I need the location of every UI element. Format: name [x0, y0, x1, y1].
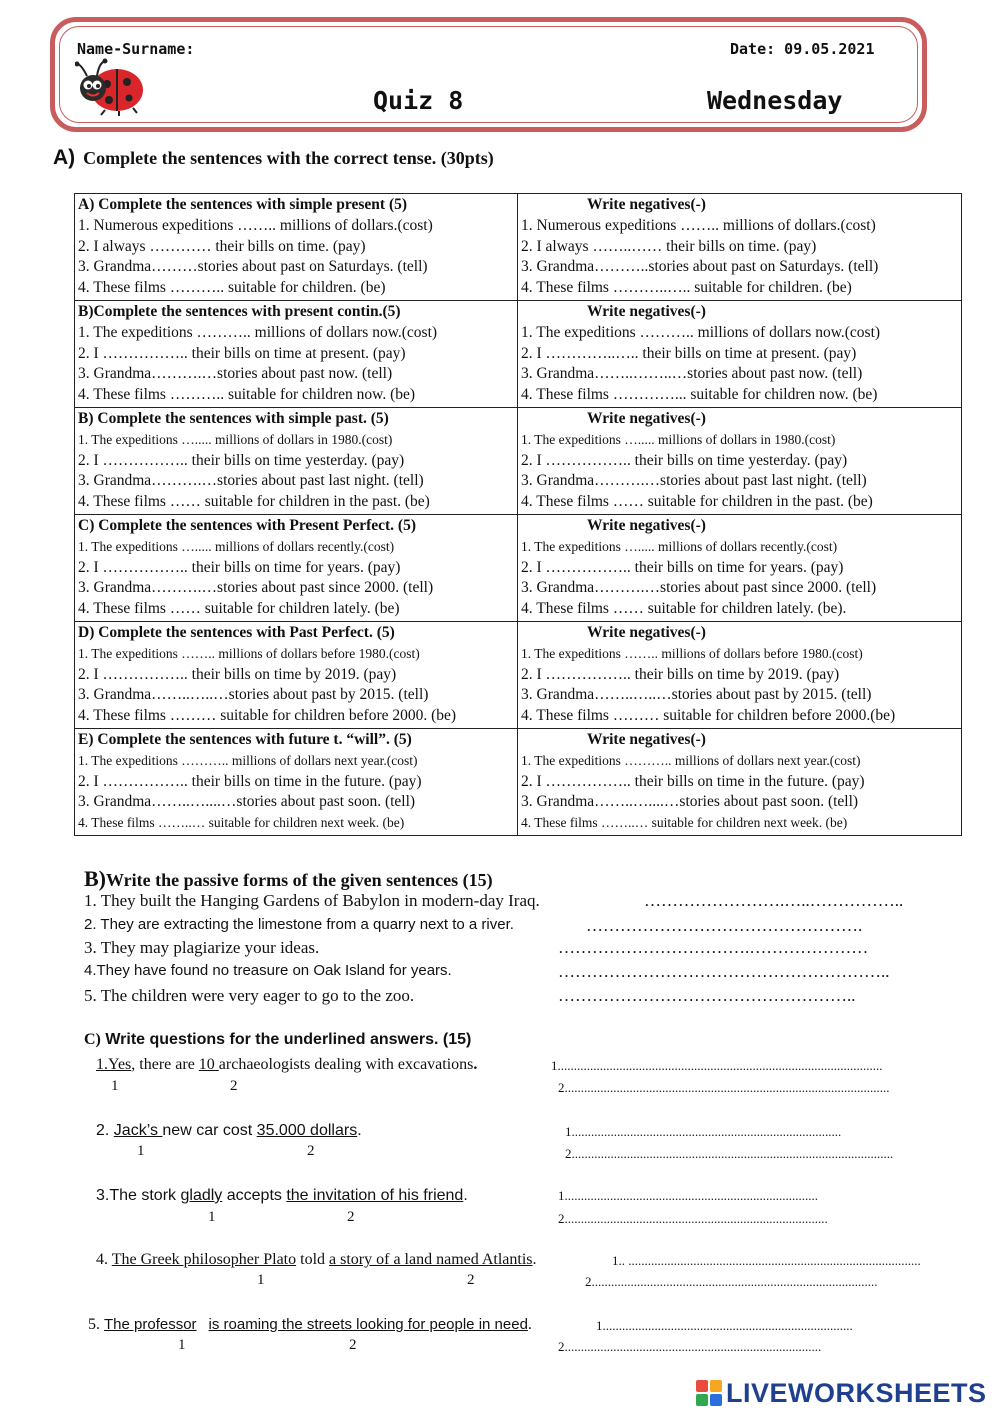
question-5-answer-2[interactable]: 2............................................................................... — [558, 1339, 822, 1354]
quiz-day: Wednesday — [707, 86, 843, 115]
block-title: B)Complete the sentences with present contin.(5) — [78, 302, 401, 320]
question-4-period: . — [532, 1251, 537, 1268]
fill-in-sentence[interactable]: 2. I …………….. their bills on time at present. (pay) — [78, 344, 406, 362]
question-1-period: . — [473, 1056, 478, 1073]
question-3-underline-1: gladly — [180, 1187, 223, 1204]
passive-sentence-3: 3. They may plagiarize your ideas. — [84, 938, 320, 957]
question-2-answer-2[interactable]: 2................................................................................................... — [565, 1146, 894, 1161]
fill-in-sentence[interactable]: 2. I …………….. their bills on time in the future. (pay) — [521, 772, 865, 790]
fill-in-sentence[interactable]: 4. These films ……… suitable for children before 2000. (be) — [78, 707, 457, 725]
passive-sentence-2: 2. They are extracting the limestone from a quarry next to a river. — [84, 916, 514, 933]
fill-in-sentence[interactable]: 3. Grandma……..…....…stories about past soon. (tell) — [521, 793, 859, 811]
question-1-marker-2: 2 — [230, 1078, 238, 1094]
affirmative-cell — [75, 514, 518, 621]
section-c-title: Write questions for the underlined answers. (15) — [105, 1031, 472, 1048]
fill-in-sentence[interactable]: 1. The expeditions …..... millions of dollars recently.(cost) — [78, 538, 395, 554]
question-2-underline-1: Jack’s — [113, 1122, 163, 1139]
negatives-title: Write negatives(-) — [587, 623, 706, 641]
question-4-answer-1[interactable]: 1.. .......................................................................................... — [612, 1253, 921, 1268]
question-2-sentence — [96, 1122, 362, 1140]
tense-block-row — [75, 407, 962, 514]
fill-in-sentence[interactable]: 4. These films …………... suitable for children now. (be) — [521, 386, 878, 404]
question-5-underline-2: is roaming the streets looking for people in need — [208, 1316, 528, 1333]
fill-in-sentence[interactable]: 1. The expeditions ……….. millions of dollars now.(cost) — [78, 323, 438, 341]
question-5-marker-1: 1 — [178, 1337, 186, 1353]
fill-in-sentence[interactable]: 4. These films ……..… suitable for children next week. (be) — [521, 815, 848, 831]
tense-block-row — [75, 514, 962, 621]
fill-in-sentence[interactable]: 4. These films ……..… suitable for children next week. (be) — [78, 815, 405, 831]
question-2-period: . — [357, 1122, 362, 1139]
fill-in-sentence[interactable]: 1. The expeditions ……….. millions of dollars now.(cost) — [521, 323, 881, 341]
question-1-marker-1: 1 — [111, 1078, 119, 1094]
tense-block-row — [75, 728, 962, 835]
name-surname-label: Name-Surname: — [77, 40, 195, 58]
fill-in-sentence[interactable]: 3. Grandma……….…stories about past last night. (tell) — [78, 472, 424, 490]
fill-in-sentence[interactable]: 2. I …………….. their bills on time by 2019. (pay) — [521, 665, 840, 683]
question-2-underline-2: 35.000 dollars — [256, 1122, 358, 1139]
negative-cell — [518, 514, 962, 621]
fill-in-sentence[interactable]: 4. These films ……… suitable for children before 2000.(be) — [521, 707, 896, 725]
fill-in-sentence[interactable]: 1. The expeditions ……….. millions of dollars next year.(cost) — [78, 752, 418, 768]
question-1-text-2: archaeologists dealing with excavations — [218, 1056, 474, 1073]
fill-in-sentence[interactable]: 3. Grandma………..stories about past on Saturdays. (tell) — [521, 258, 879, 276]
question-4-sentence — [96, 1251, 537, 1269]
passive-answer-2[interactable]: …………………………………………. — [586, 916, 863, 935]
question-5-sentence — [88, 1316, 532, 1334]
question-3-text-1: accepts — [222, 1187, 287, 1204]
section-b-title: Write the passive forms of the given sentences (15) — [106, 870, 493, 890]
question-4-underline-1: The Greek philosopher Plato — [111, 1251, 297, 1268]
quiz-title: Quiz 8 — [373, 86, 464, 115]
fill-in-sentence[interactable]: 4. These films ……….. suitable for children now. (be) — [78, 386, 416, 404]
affirmative-cell — [75, 621, 518, 728]
fill-in-sentence[interactable]: 1. Numerous expeditions …….. millions of dollars.(cost) — [78, 216, 433, 234]
section-c-heading — [84, 1031, 471, 1049]
negatives-title: Write negatives(-) — [587, 730, 706, 748]
fill-in-sentence[interactable]: 2. I …………….. their bills on time yesterday. (pay) — [521, 451, 848, 469]
fill-in-sentence[interactable]: 4. These films …… suitable for children lately. (be). — [521, 600, 847, 618]
question-5-period: . — [527, 1316, 532, 1333]
question-1-underline-2: 10 — [198, 1056, 219, 1073]
fill-in-sentence[interactable]: 4. These films …… suitable for children in the past. (be) — [521, 493, 873, 511]
fill-in-sentence[interactable]: 2. I …………….. their bills on time yesterday. (pay) — [78, 451, 405, 469]
question-3-underline-2: the invitation of his friend — [286, 1187, 464, 1204]
ladybug-icon — [75, 58, 147, 116]
block-title: A) Complete the sentences with simple present (5) — [78, 196, 408, 213]
question-1-answer-2[interactable]: 2.................................................................................................... — [558, 1080, 890, 1095]
section-c-letter: C) — [84, 1031, 101, 1048]
affirmative-cell — [75, 300, 518, 407]
question-3-marker-1: 1 — [208, 1209, 216, 1225]
question-4-answer-2[interactable]: 2........................................................................................ — [585, 1274, 878, 1289]
liveworksheets-brand[interactable] — [696, 1378, 987, 1408]
fill-in-sentence[interactable]: 1. The expeditions …….. millions of dollars before 1980.(cost) — [78, 645, 420, 661]
fill-in-sentence[interactable]: 2. I …………….. their bills on time for years. (pay) — [521, 558, 844, 576]
fill-in-sentence[interactable]: 3. Grandma……….…stories about past since 2000. (tell) — [78, 579, 434, 597]
fill-in-sentence[interactable]: 3. Grandma……..…..…stories about past by 2015. (tell) — [78, 686, 429, 704]
fill-in-sentence[interactable]: 4. These films …… suitable for children in the past. (be) — [78, 493, 430, 511]
question-4-text-0: 4. — [96, 1251, 112, 1268]
fill-in-sentence[interactable]: 1. The expeditions …..... millions of dollars in 1980.(cost) — [521, 431, 836, 447]
section-a-heading — [53, 146, 494, 170]
negative-cell — [518, 728, 962, 835]
block-title: B) Complete the sentences with simple past. (5) — [78, 409, 389, 427]
question-4-marker-1: 1 — [257, 1272, 265, 1288]
passive-sentence-4: 4.They have found no treasure on Oak Island for years. — [84, 962, 452, 979]
fill-in-sentence[interactable]: 1. The expeditions ……….. millions of dollars next year.(cost) — [521, 752, 861, 768]
liveworksheets-logo-icon — [696, 1380, 722, 1406]
negative-cell — [518, 407, 962, 514]
fill-in-sentence[interactable]: 2. I always ………… their bills on time. (pay) — [78, 237, 366, 255]
question-1-answer-1[interactable]: 1.................................................................................................... — [551, 1058, 883, 1073]
question-3-text-0: 3.The stork — [96, 1187, 181, 1204]
section-b-heading — [84, 866, 493, 892]
negatives-title: Write negatives(-) — [587, 516, 706, 534]
section-b-letter: B) — [84, 866, 106, 891]
fill-in-sentence[interactable]: 3. Grandma……..…....…stories about past soon. (tell) — [78, 793, 416, 811]
liveworksheets-wordmark: LIVEWORKSHEETS — [726, 1377, 987, 1408]
fill-in-sentence[interactable]: 3. Grandma………stories about past on Saturdays. (tell) — [78, 258, 428, 276]
fill-in-sentence[interactable]: 3. Grandma……..…..…stories about past by 2015. (tell) — [521, 686, 872, 704]
fill-in-sentence[interactable]: 4. These films ………..….. suitable for children. (be) — [521, 279, 852, 297]
passive-sentence-1: 1. They built the Hanging Gardens of Babylon in modern-day Iraq. — [84, 891, 540, 910]
question-4-text-1: told — [296, 1251, 330, 1268]
affirmative-cell — [75, 407, 518, 514]
affirmative-cell — [75, 194, 518, 301]
passive-answer-3[interactable]: …………………………….………………… — [558, 938, 869, 957]
passive-answer-4[interactable]: ………………………………………………….. — [558, 962, 890, 981]
fill-in-sentence[interactable]: 4. These films ……….. suitable for children. (be) — [78, 279, 386, 297]
passive-answer-5[interactable]: …………………………………………….. — [558, 986, 856, 1005]
fill-in-sentence[interactable]: 2. I …………….. their bills on time by 2019. (pay) — [78, 665, 397, 683]
date-label: Date: 09.05.2021 — [730, 40, 875, 58]
affirmative-cell — [75, 728, 518, 835]
negative-cell — [518, 300, 962, 407]
question-3-answer-2[interactable]: 2................................................................................. — [558, 1211, 828, 1226]
tense-table — [74, 193, 962, 836]
question-3-answer-1[interactable]: 1.............................................................................. — [558, 1188, 818, 1203]
fill-in-sentence[interactable]: 1. The expeditions …..... millions of dollars in 1980.(cost) — [78, 431, 393, 447]
passive-sentence-5: 5. The children were very eager to go to the zoo. — [84, 986, 415, 1005]
tense-block-row — [75, 621, 962, 728]
question-5-text-1 — [197, 1316, 209, 1333]
negatives-title: Write negatives(-) — [587, 196, 706, 213]
header-frame — [50, 17, 927, 132]
question-3-sentence — [96, 1187, 468, 1205]
question-5-text-0: 5. — [88, 1316, 104, 1333]
section-a-title: Complete the sentences with the correct tense. (30pts) — [83, 148, 494, 168]
question-1-sentence — [96, 1056, 477, 1074]
fill-in-sentence[interactable]: 3. Grandma……….…stories about past now. (tell) — [78, 365, 393, 383]
fill-in-sentence[interactable]: 1. The expeditions …….. millions of dollars before 1980.(cost) — [521, 645, 863, 661]
fill-in-sentence[interactable]: 1. Numerous expeditions …….. millions of dollars.(cost) — [521, 216, 876, 234]
tense-block-row — [75, 300, 962, 407]
question-2-marker-1: 1 — [137, 1143, 145, 1159]
section-a-letter: A) — [53, 146, 76, 169]
block-title: D) Complete the sentences with Past Perfect. (5) — [78, 623, 395, 641]
tense-block-row — [75, 194, 962, 301]
question-2-text-1: new car cost — [162, 1122, 257, 1139]
fill-in-sentence[interactable]: 2. I always ……..…… their bills on time. (pay) — [521, 237, 817, 255]
block-title: E) Complete the sentences with future t. “will”. (5) — [78, 730, 412, 748]
question-4-marker-2: 2 — [467, 1272, 475, 1288]
question-2-marker-2: 2 — [307, 1143, 315, 1159]
negative-cell — [518, 194, 962, 301]
question-3-period: . — [463, 1187, 468, 1204]
question-3-marker-2: 2 — [347, 1209, 355, 1225]
question-5-marker-2: 2 — [349, 1337, 357, 1353]
fill-in-sentence[interactable]: 4. These films …… suitable for children lately. (be) — [78, 600, 400, 618]
fill-in-sentence[interactable]: 1. The expeditions …..... millions of dollars recently.(cost) — [521, 538, 838, 554]
fill-in-sentence[interactable]: 2. I …………..….. their bills on time at present. (pay) — [521, 344, 857, 362]
question-2-answer-1[interactable]: 1................................................................................... — [565, 1124, 842, 1139]
fill-in-sentence[interactable]: 2. I …………….. their bills on time in the future. (pay) — [78, 772, 422, 790]
question-5-answer-1[interactable]: 1............................................................................. — [596, 1318, 853, 1333]
passive-answer-1[interactable]: …………………….…..…………….. — [644, 891, 904, 910]
fill-in-sentence[interactable]: 3. Grandma……….…stories about past last night. (tell) — [521, 472, 867, 490]
question-1-underline-1: 1.Yes — [96, 1056, 132, 1073]
negative-cell — [518, 621, 962, 728]
negatives-title: Write negatives(-) — [587, 302, 706, 320]
question-5-underline-1: The professor — [104, 1316, 197, 1333]
fill-in-sentence[interactable]: 3. Grandma……..……..…stories about past now. (tell) — [521, 365, 863, 383]
question-1-text-1: , there are — [131, 1056, 199, 1073]
question-2-text-0: 2. — [96, 1122, 114, 1139]
fill-in-sentence[interactable]: 2. I …………….. their bills on time for years. (pay) — [78, 558, 401, 576]
fill-in-sentence[interactable]: 3. Grandma……….…stories about past since 2000. (tell) — [521, 579, 877, 597]
block-title: C) Complete the sentences with Present Perfect. (5) — [78, 516, 417, 534]
question-4-underline-2: a story of a land named Atlantis — [329, 1251, 533, 1268]
negatives-title: Write negatives(-) — [587, 409, 706, 427]
